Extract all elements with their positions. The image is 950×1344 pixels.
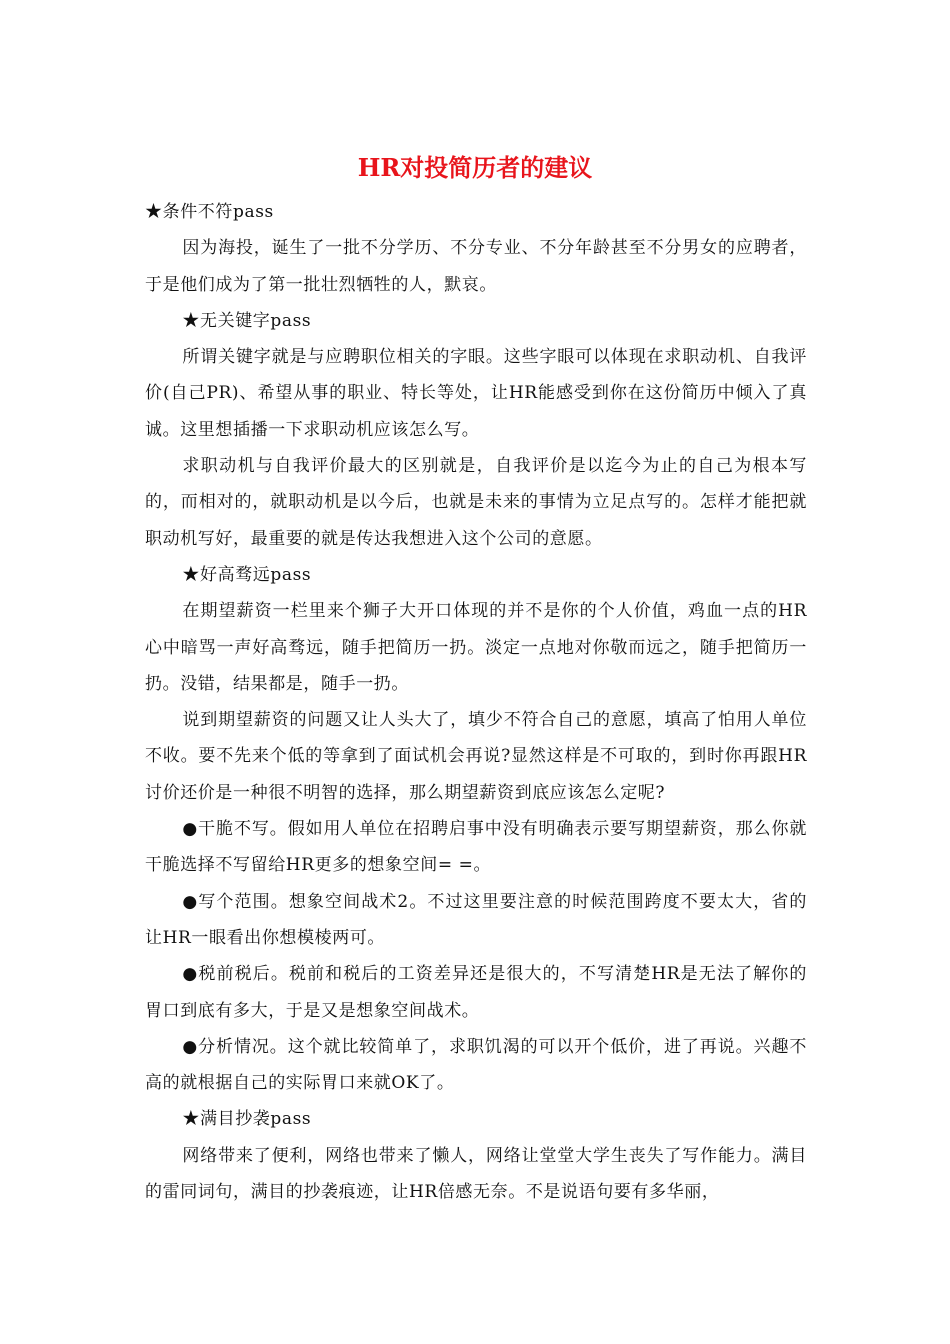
section-heading: ★无关键字pass [182,310,312,331]
document-title: HR对投简历者的建议 [357,153,593,182]
document-body [145,194,807,1210]
paragraph: 求职动机与自我评价最大的区别就是，自我评价是以迄今为止的自己为根本写的，而相对的，就职动机是以今后，也就是未来的事情为立足点写的。怎样才能把就职动机写好，最重要的就是传达我想进入这个公司的意愿。 [145,456,807,549]
section-heading: ★条件不符pass [145,202,274,222]
paragraph: 因为海投，诞生了一批不分学历、不分专业、不分年龄甚至不分男女的应聘者，于是他们成为了第一批壮烈牺牲的人，默哀。 [145,238,807,295]
paragraph: 网络带来了便利，网络也带来了懒人，网络让堂堂大学生丧失了写作能力。满目的雷同词句，满目的抄袭痕迹，让HR倍感无奈。不是说语句要有多华丽， [145,1145,807,1203]
paragraph: 说到期望薪资的问题又让人头大了，填少不符合自己的意愿，填高了怕用人单位不收。要不先来个低的等拿到了面试机会再说?显然这样是不可取的，到时你再跟HR讨价还价是一种很不明智的选择，那么期望薪资到底应该怎么定呢? [145,710,807,803]
bullet-item: ●写个范围。想象空间战术2。不过这里要注意的时候范围跨度不要太大，省的让HR一眼看出你想模棱两可。 [145,891,807,948]
bullet-item: ●干脆不写。假如用人单位在招聘启事中没有明确表示要写期望薪资，那么你就干脆选择不写留给HR更多的想象空间= =。 [145,819,807,876]
section-heading: ★好高骛远pass [182,564,312,585]
section-heading: ★满目抄袭pass [182,1109,312,1130]
paragraph: 在期望薪资一栏里来个狮子大开口体现的并不是你的个人价值，鸡血一点的HR心中暗骂一声好高骛远，随手把简历一扔。淡定一点地对你敬而远之，随手把简历一扔。没错，结果都是，随手一扔。 [145,601,807,694]
bullet-item: ●税前税后。税前和税后的工资差异还是很大的，不写清楚HR是无法了解你的胃口到底有多大，于是又是想象空间战术。 [145,964,807,1021]
paragraph: 所谓关键字就是与应聘职位相关的字眼。这些字眼可以体现在求职动机、自我评价(自己PR)、希望从事的职业、特长等处，让HR能感受到你在这份简历中倾入了真诚。这里想插播一下求职动机应该怎么写。 [145,347,807,440]
bullet-item: ●分析情况。这个就比较简单了，求职饥渴的可以开个低价，进了再说。兴趣不高的就根据自己的实际胃口来就OK了。 [145,1036,807,1094]
